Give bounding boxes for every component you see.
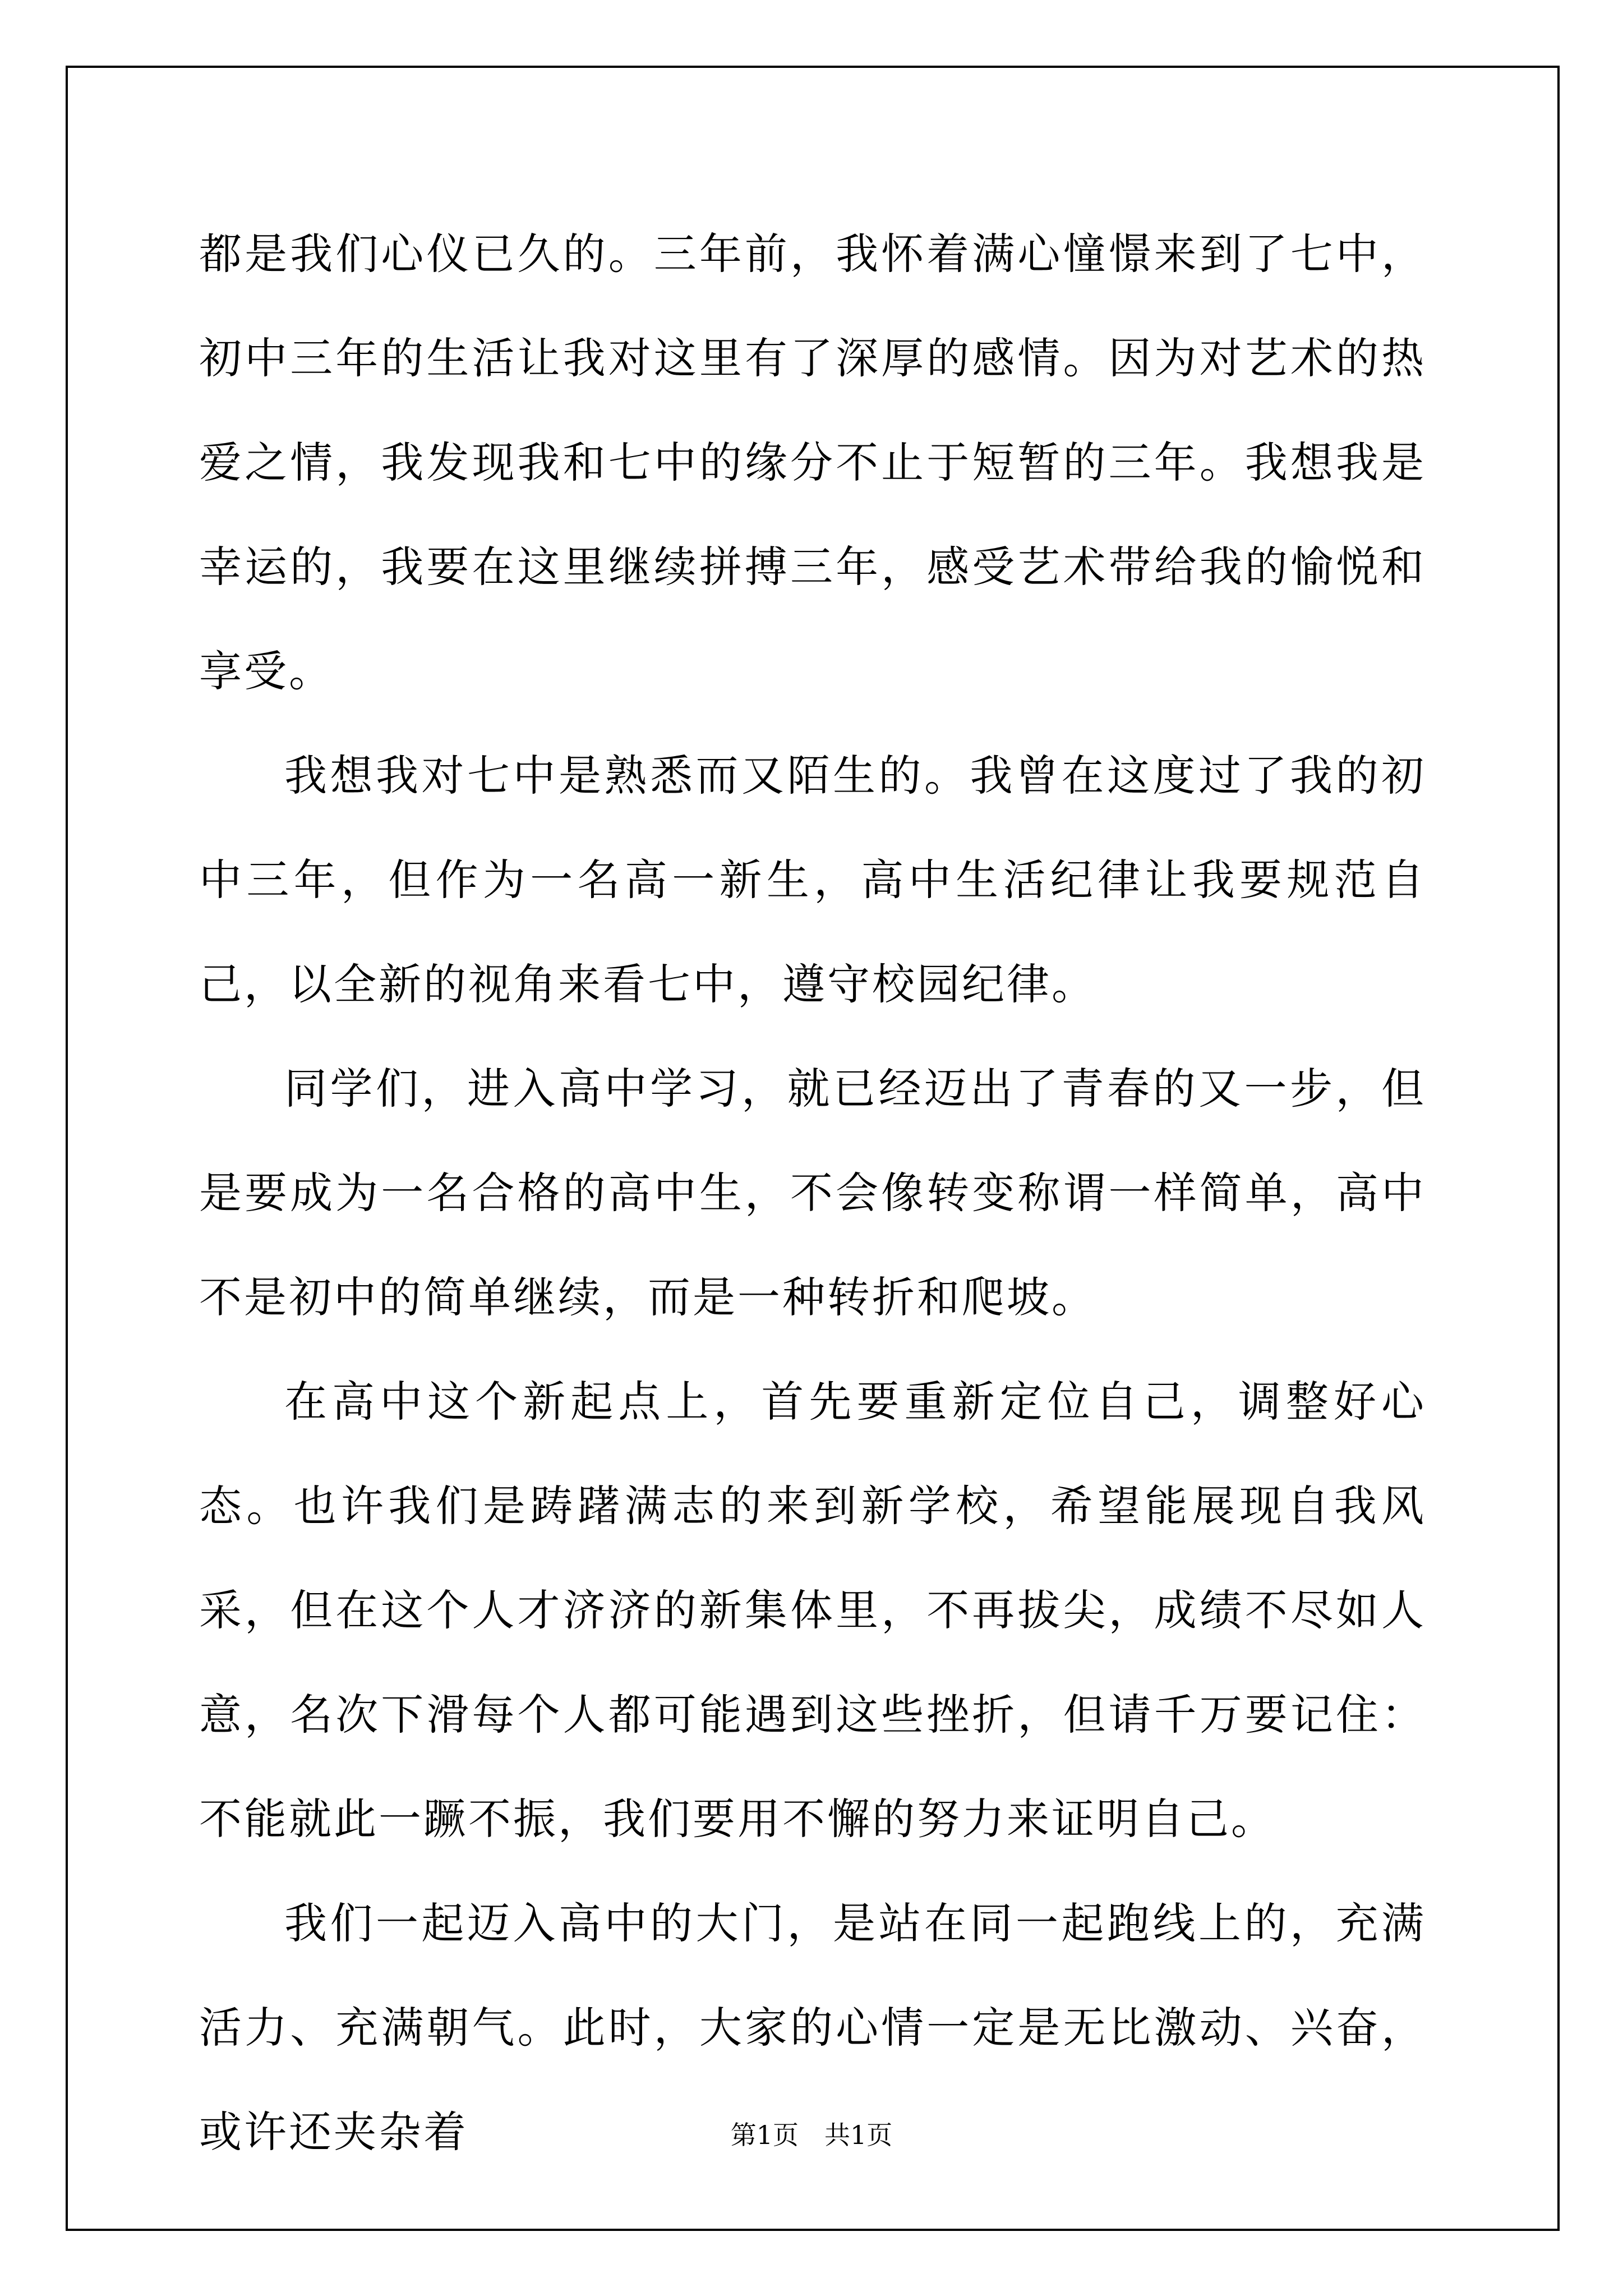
paragraph-5: 我们一起迈入高中的大门，是站在同一起跑线上的，充满活力、充满朝气。此时，大家的心情一定是无比激动、兴奋，或许还夹杂着 (199, 1898, 1426, 2157)
paragraph-4: 在高中这个新起点上，首先要重新定位自己，调整好心态。也许我们是踌躇满志的来到新学校，希望能展现自我风采，但在这个人才济济的新集体里，不再拔尖，成绩不尽如人意，名次下滑每个人都可能遇到这些挫折，但请千万要记住：不能就此一蹶不振，我们要用不懈的努力来证明自己。 (199, 1377, 1426, 1844)
paragraph-2: 我想我对七中是熟悉而又陌生的。我曾在这度过了我的初中三年，但作为一名高一新生，高中生活纪律让我要规范自己，以全新的视角来看七中，遵守校园纪律。 (199, 751, 1426, 1009)
document-body (199, 202, 1426, 2184)
page-number-label: 第1页 共1页 (730, 2120, 893, 2150)
paragraph-1: 都是我们心仪已久的。三年前，我怀着满心憧憬来到了七中，初中三年的生活让我对这里有了深厚的感情。因为对艺术的热爱之情，我发现我和七中的缘分不止于短暂的三年。我想我是幸运的，我要在这里继续拼搏三年，感受艺术带给我的愉悦和享受。 (199, 229, 1426, 696)
paragraph-3: 同学们，进入高中学习，就已经迈出了青春的又一步，但是要成为一名合格的高中生，不会像转变称谓一样简单，高中不是初中的简单继续，而是一种转折和爬坡。 (199, 1064, 1426, 1322)
page-footer (0, 2115, 1623, 2152)
